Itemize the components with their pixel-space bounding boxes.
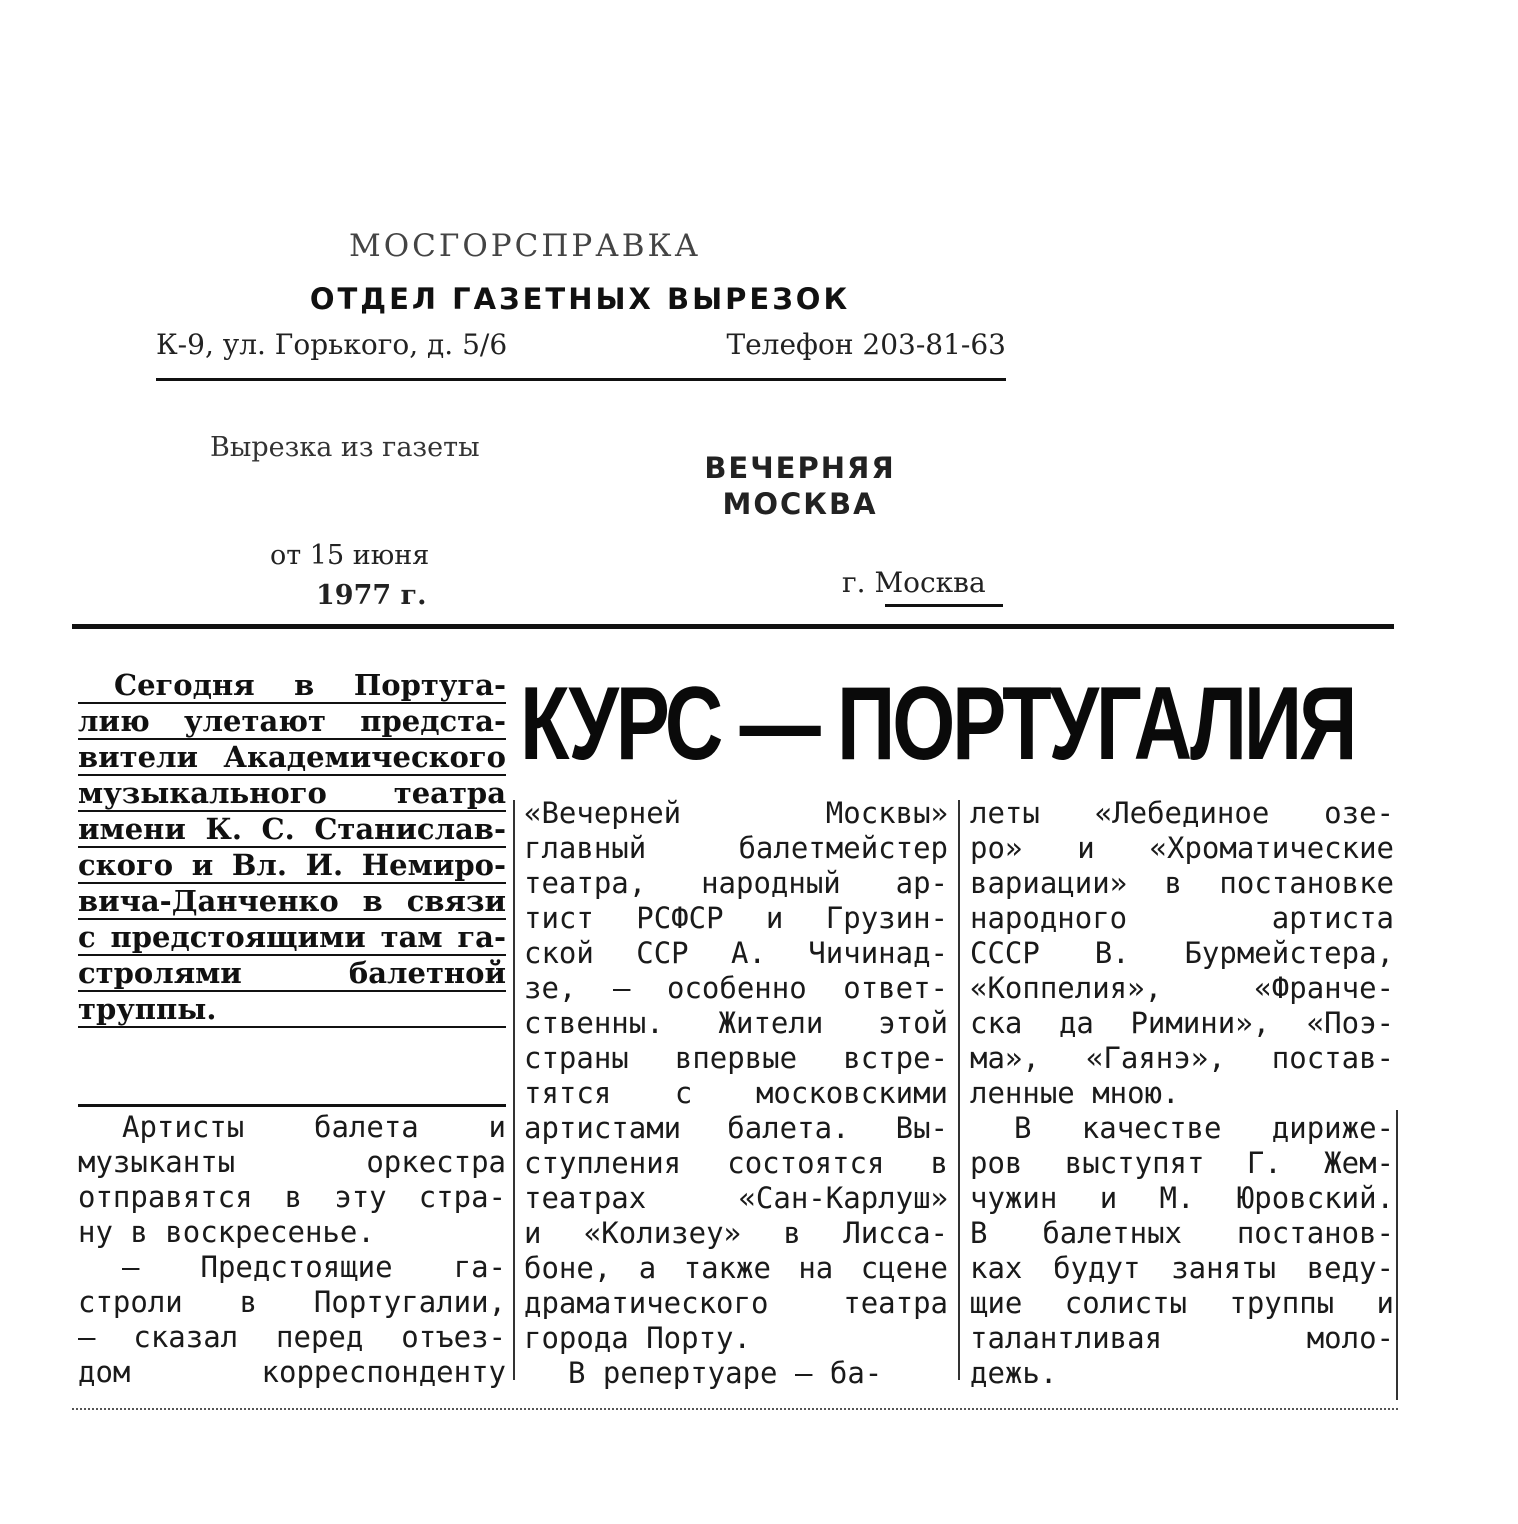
text-line: В репертуаре — ба- xyxy=(568,1356,883,1390)
lead-line: лию улетают предста- xyxy=(78,704,506,738)
text-line: щие солисты труппы и xyxy=(970,1286,1394,1320)
lead-line: с предстоящими там га- xyxy=(78,920,506,954)
text-line: отправятся в эту стра- xyxy=(78,1180,506,1214)
article-column-1 xyxy=(78,1110,506,1390)
column-divider-right xyxy=(1396,1110,1398,1400)
text-line: ма», «Гаянэ», постав- xyxy=(970,1041,1394,1075)
text-line: ской ССР А. Чичинад- xyxy=(524,936,948,970)
text-line: — Предстоящие га- xyxy=(122,1250,506,1284)
text-line: зе, — особенно ответ- xyxy=(524,971,948,1005)
article-headline: КУРС — ПОРТУГАЛИЯ xyxy=(520,666,1355,782)
text-line: театра, народный ар- xyxy=(524,866,948,900)
text-line: ственны. Жители этой xyxy=(524,1006,948,1040)
agency-stamp xyxy=(150,228,1010,361)
text-line: чужин и М. Юровский. xyxy=(970,1181,1394,1215)
column-divider-1 xyxy=(513,800,515,1380)
text-line: «Коппелия», «Франче- xyxy=(970,971,1394,1005)
lead-line: имени К. С. Станислав- xyxy=(78,812,506,846)
text-line: талантливая моло- xyxy=(970,1321,1394,1355)
agency-phone: Телефон 203-81-63 xyxy=(726,328,1006,361)
text-line: В балетных постанов- xyxy=(970,1216,1394,1250)
text-line: ну в воскресенье. xyxy=(78,1215,375,1249)
text-line: города Порту. xyxy=(524,1321,751,1355)
lead-line: музыкального театра xyxy=(78,776,506,810)
text-line: страны впервые встре- xyxy=(524,1041,948,1075)
column-divider-2 xyxy=(958,800,960,1380)
lead-line: Сегодня в Португа- xyxy=(78,668,506,704)
newspaper-name xyxy=(680,450,920,522)
top-divider xyxy=(72,624,1394,629)
lead-bottom-rule xyxy=(78,1104,506,1107)
text-line: ска да Римини», «Поэ- xyxy=(970,1006,1394,1040)
clipping-date-day: от 15 июня xyxy=(270,540,430,571)
text-line: леты «Лебединое озе- xyxy=(970,796,1394,830)
lead-line: труппы. xyxy=(78,992,506,1028)
lead-line: ского и Вл. И. Немиро- xyxy=(78,848,506,882)
lead-line: вители Академического xyxy=(78,740,506,774)
text-line: ров выступят Г. Жем- xyxy=(970,1146,1394,1180)
text-line: Артисты балета и xyxy=(122,1110,506,1144)
text-line: вариации» в постановке xyxy=(970,866,1394,900)
text-line: артистами балета. Вы- xyxy=(524,1111,948,1145)
lead-line: стролями балетной xyxy=(78,956,506,990)
clipping-city: г. Москва xyxy=(842,566,986,599)
text-line: народного артиста xyxy=(970,901,1394,935)
newspaper-name-line2: МОСКВА xyxy=(722,487,878,521)
text-line: В качестве дириже- xyxy=(1014,1111,1394,1145)
clipping-date-year: 1977 г. xyxy=(316,580,427,611)
text-line: тист РСФСР и Грузин- xyxy=(524,901,948,935)
text-line: ро» и «Хроматические xyxy=(970,831,1394,865)
text-line: — сказал перед отъез- xyxy=(78,1320,506,1354)
text-line: музыканты оркестра xyxy=(78,1145,506,1179)
text-line: ках будут заняты веду- xyxy=(970,1251,1394,1285)
address-row xyxy=(156,328,1006,381)
newspaper-name-line1: ВЕЧЕРНЯЯ xyxy=(704,451,896,485)
lead-lines xyxy=(78,668,506,1028)
text-line: и «Колизеу» в Лисса- xyxy=(524,1216,948,1250)
text-line: ступления состоятся в xyxy=(524,1146,948,1180)
city-underline xyxy=(885,604,1003,607)
text-line: СССР В. Бурмейстера, xyxy=(970,936,1394,970)
text-line: «Вечерней Москвы» xyxy=(524,796,948,830)
text-line: строли в Португалии, xyxy=(78,1285,506,1319)
text-line: дом корреспонденту xyxy=(78,1355,506,1389)
article-lead xyxy=(78,668,506,1028)
text-line: главный балетмейстер xyxy=(524,831,948,865)
agency-address: К-9, ул. Горького, д. 5/6 xyxy=(156,328,508,361)
lead-line: вича-Данченко в связи xyxy=(78,884,506,918)
article-column-3 xyxy=(970,796,1394,1391)
text-line: театрах «Сан-Карлуш» xyxy=(524,1181,948,1215)
text-line: тятся с московскими xyxy=(524,1076,948,1110)
text-line: боне, а также на сцене xyxy=(524,1251,948,1285)
clipping-label: Вырезка из газеты xyxy=(210,432,480,463)
text-line: драматического театра xyxy=(524,1286,948,1320)
text-line: дежь. xyxy=(970,1356,1058,1390)
article-column-2 xyxy=(524,796,948,1391)
text-line: ленные мною. xyxy=(970,1076,1180,1110)
bottom-divider xyxy=(72,1408,1398,1410)
department-name: ОТДЕЛ ГАЗЕТНЫХ ВЫРЕЗОК xyxy=(309,282,851,316)
agency-name: МОСГОРСПРАВКА xyxy=(348,228,701,264)
